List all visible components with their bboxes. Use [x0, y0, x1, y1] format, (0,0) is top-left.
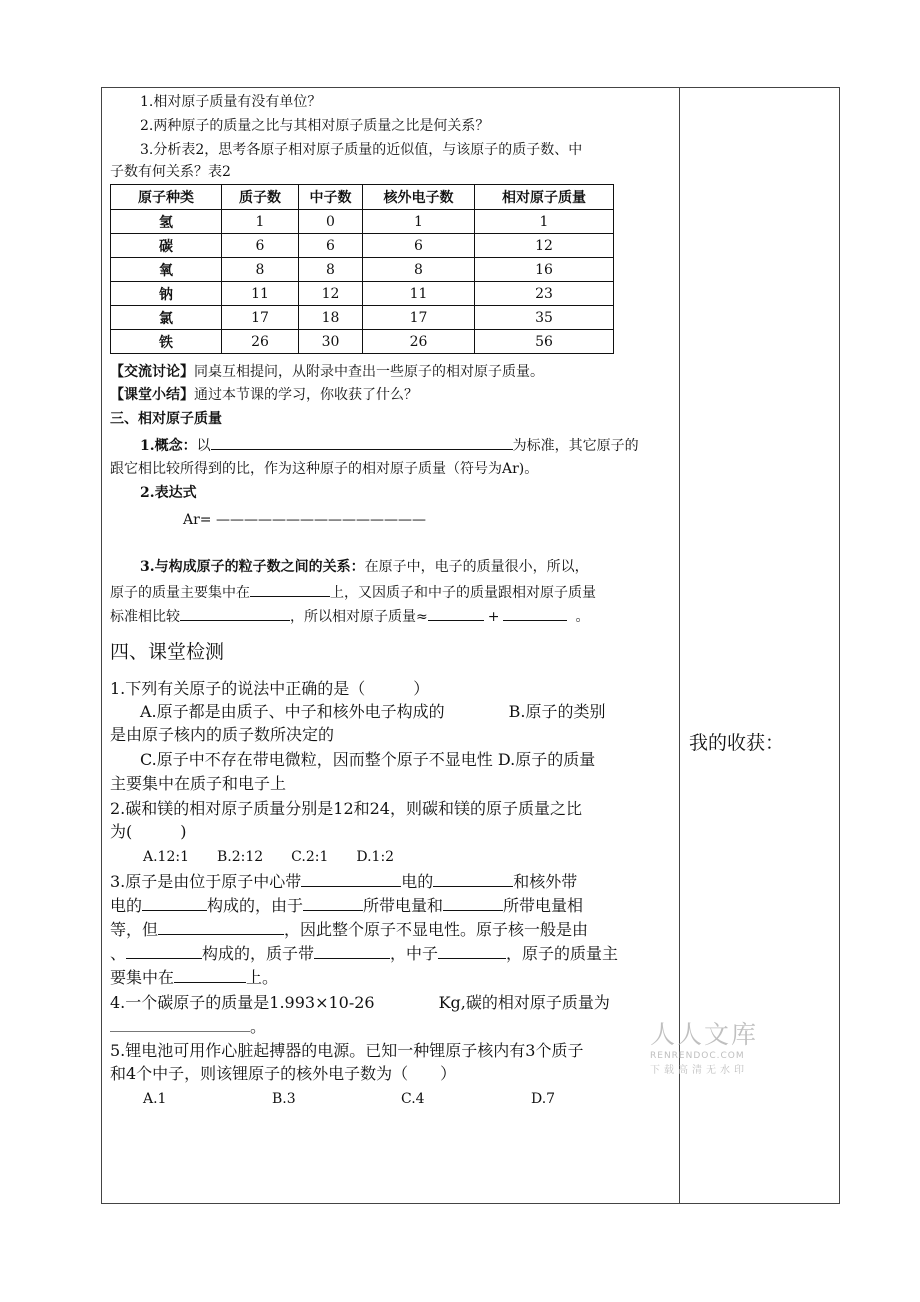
test-q1-ab: A.原子都是由质子、中子和核外电子构成的 B.原子的类别	[140, 702, 606, 721]
test-q1-ab2: 是由原子核内的质子数所决定的	[110, 725, 335, 744]
q3-text-d: 电的	[110, 896, 143, 915]
table-row	[111, 234, 614, 258]
table-header: 相对原子质量	[475, 185, 614, 210]
q3-text-k: 构成的，质子带	[202, 944, 315, 963]
q3-blank-8[interactable]	[314, 943, 390, 959]
test-q5-option-d: D.7	[531, 1091, 556, 1107]
q3-text-l: ，中子	[390, 944, 439, 963]
concept-post: 为标准，其它原子的	[512, 438, 639, 454]
table-header: 核外电子数	[363, 185, 475, 210]
q3-text-f: 所带电量和	[363, 896, 444, 915]
test-q4-line1: 4.一个碳原子的质量是1.993×10-26 Kg,碳的相对原子质量为	[110, 993, 610, 1012]
table-cell: 8	[363, 258, 475, 282]
relation-line2	[110, 581, 596, 603]
test-q5-line1: 5.锂电池可用作心脏起搏器的电源。已知一种锂原子核内有3个质子	[110, 1041, 584, 1060]
table-row	[111, 210, 614, 234]
section-4-title: 四、课堂检测	[110, 641, 225, 663]
q3-blank-1[interactable]	[301, 871, 401, 887]
test-q3-line4	[110, 942, 618, 965]
test-q3-line3	[110, 918, 588, 941]
question-2: 2.两种原子的质量之比与其相对原子质量之比是何关系？	[140, 118, 490, 134]
q3-blank-5[interactable]	[443, 895, 503, 911]
table-cell: 6	[363, 234, 475, 258]
relation-end: 。	[575, 609, 590, 625]
table-cell: 1	[222, 210, 299, 234]
q3-blank-3[interactable]	[142, 895, 207, 911]
q3-blank-2[interactable]	[433, 871, 513, 887]
concept-pre: 以	[196, 438, 211, 454]
q3-text-e: 构成的，由于	[207, 896, 304, 915]
q3-blank-4[interactable]	[303, 895, 363, 911]
table-cell: 8	[222, 258, 299, 282]
test-q2-options: A.12:1 B.2:12 C.2:1 D.1:2	[143, 849, 395, 865]
relation-text3b: ，所以相对原子质量≈	[290, 609, 428, 625]
table-header-row	[111, 185, 614, 210]
test-q1-cd2: 主要集中在质子和电子上	[110, 774, 287, 793]
test-q5-line2: 和4个中子，则该锂原子的核外电子数为（ ）	[110, 1064, 457, 1083]
q3-text-g: 所带电量相	[503, 896, 584, 915]
test-q2-stem2: 为( )	[110, 822, 187, 841]
table-cell: 12	[299, 282, 363, 306]
q3-text-m: ，原子的质量主	[506, 944, 619, 963]
test-q2-stem1: 2.碳和镁的相对原子质量分别是12和24，则碳和镁的原子质量之比	[110, 799, 582, 818]
table-cell: 钠	[111, 282, 222, 306]
table-cell: 11	[363, 282, 475, 306]
q3-blank-7[interactable]	[126, 943, 202, 959]
discussion-line	[110, 362, 544, 382]
table-cell: 16	[475, 258, 614, 282]
table-cell: 35	[475, 306, 614, 330]
table-cell: 氧	[111, 258, 222, 282]
question-3-line1: 3.分析表2，思考各原子相对原子质量的近似值，与该原子的质子数、中	[140, 142, 583, 158]
test-q3-line2	[110, 894, 583, 917]
q3-blank-10[interactable]	[174, 967, 246, 983]
watermark-sub: 下载高清无水印	[650, 1065, 748, 1076]
test-q5-option-b: B.3	[272, 1091, 296, 1107]
relation-plus: +	[487, 609, 500, 625]
table-cell: 0	[299, 210, 363, 234]
expression-label: 2.表达式	[140, 485, 197, 501]
table-row	[111, 330, 614, 354]
q3-text-n: 要集中在	[110, 968, 175, 987]
table-cell: 56	[475, 330, 614, 354]
relation-label: 3.与构成原子的粒子数之间的关系：	[140, 559, 365, 575]
discussion-label: 【交流讨论】	[110, 364, 194, 380]
table-cell: 12	[475, 234, 614, 258]
table-header: 质子数	[222, 185, 299, 210]
relation-text3a: 标准相比较	[110, 609, 180, 625]
table-header: 中子数	[299, 185, 363, 210]
relation-blank-4[interactable]	[503, 605, 567, 621]
table-row	[111, 258, 614, 282]
table-row	[111, 282, 614, 306]
concept-label: 1.概念：	[140, 438, 197, 454]
concept-line2: 跟它相比较所得到的比，作为这种原子的相对原子质量（符号为Ar)。	[110, 461, 539, 477]
q3-text-o: 上。	[246, 968, 279, 987]
summary-label: 【课堂小结】	[110, 387, 194, 403]
q3-text-j: 、	[110, 944, 127, 963]
q3-text-h: 等，但	[110, 920, 159, 939]
q3-text-b: 电的	[401, 872, 434, 891]
relation-blank-3[interactable]	[428, 605, 484, 621]
table-cell: 8	[299, 258, 363, 282]
relation-text2a: 原子的质量主要集中在	[110, 585, 250, 601]
test-q1-cd: C.原子中不存在带电微粒，因而整个原子不显电性 D.原子的质量	[140, 750, 596, 769]
test-q3-line1	[110, 870, 577, 893]
q4-end: 。	[250, 1017, 267, 1036]
test-q5-option-a: A.1	[143, 1091, 167, 1107]
table-row	[111, 306, 614, 330]
expression-formula: Ar= ———————————————	[183, 512, 426, 528]
relation-line1	[140, 557, 589, 577]
concept-line	[140, 434, 639, 456]
table-cell: 18	[299, 306, 363, 330]
test-q5-option-c: C.4	[401, 1091, 425, 1107]
watermark-cn: 人人文库	[650, 1020, 759, 1049]
test-q4-line2	[110, 1015, 266, 1038]
table-cell: 30	[299, 330, 363, 354]
watermark	[650, 1015, 758, 1076]
relation-text1: 在原子中，电子的质量很小，所以，	[364, 559, 589, 575]
relation-blank-1[interactable]	[250, 581, 330, 597]
table-cell: 6	[222, 234, 299, 258]
watermark-en: RENRENDOC.COM	[650, 1051, 745, 1061]
q4-blank[interactable]	[110, 1016, 250, 1032]
table-header: 原子种类	[111, 185, 222, 210]
table-cell: 11	[222, 282, 299, 306]
summary-text: 通过本节课的学习，你收获了什么？	[194, 387, 418, 403]
q3-text-c: 和核外带	[513, 872, 578, 891]
discussion-text: 同桌互相提问，从附录中查出一些原子的相对原子质量。	[194, 364, 544, 380]
summary-line	[110, 385, 418, 405]
table-cell: 碳	[111, 234, 222, 258]
question-1: 1.相对原子质量有没有单位？	[140, 94, 322, 110]
table-cell: 6	[299, 234, 363, 258]
q3-text-i: ，因此整个原子不显电性。原子核一般是由	[284, 920, 589, 939]
section-3-title: 三、相对原子质量	[110, 411, 222, 427]
relation-blank-2[interactable]	[180, 605, 290, 621]
relation-text2b: 上，又因质子和中子的质量跟相对原子质量	[330, 585, 596, 601]
atom-table	[110, 184, 614, 354]
question-3-line2: 子数有何关系？表2	[110, 164, 231, 180]
concept-blank[interactable]	[211, 434, 513, 450]
table-cell: 氯	[111, 306, 222, 330]
table-cell: 26	[222, 330, 299, 354]
table-cell: 1	[475, 210, 614, 234]
table-cell: 1	[363, 210, 475, 234]
table-cell: 17	[363, 306, 475, 330]
my-harvest-label: 我的收获：	[689, 732, 785, 754]
table-cell: 铁	[111, 330, 222, 354]
table-cell: 17	[222, 306, 299, 330]
table-cell: 23	[475, 282, 614, 306]
table-cell: 氢	[111, 210, 222, 234]
relation-line3	[110, 605, 589, 627]
test-q1-stem: 1.下列有关原子的说法中正确的是（ ）	[110, 679, 430, 698]
q3-text-a: 3.原子是由位于原子中心带	[110, 872, 302, 891]
test-q3-line5	[110, 966, 278, 989]
q3-blank-9[interactable]	[438, 943, 506, 959]
table-cell: 26	[363, 330, 475, 354]
q3-blank-6[interactable]	[158, 919, 284, 935]
